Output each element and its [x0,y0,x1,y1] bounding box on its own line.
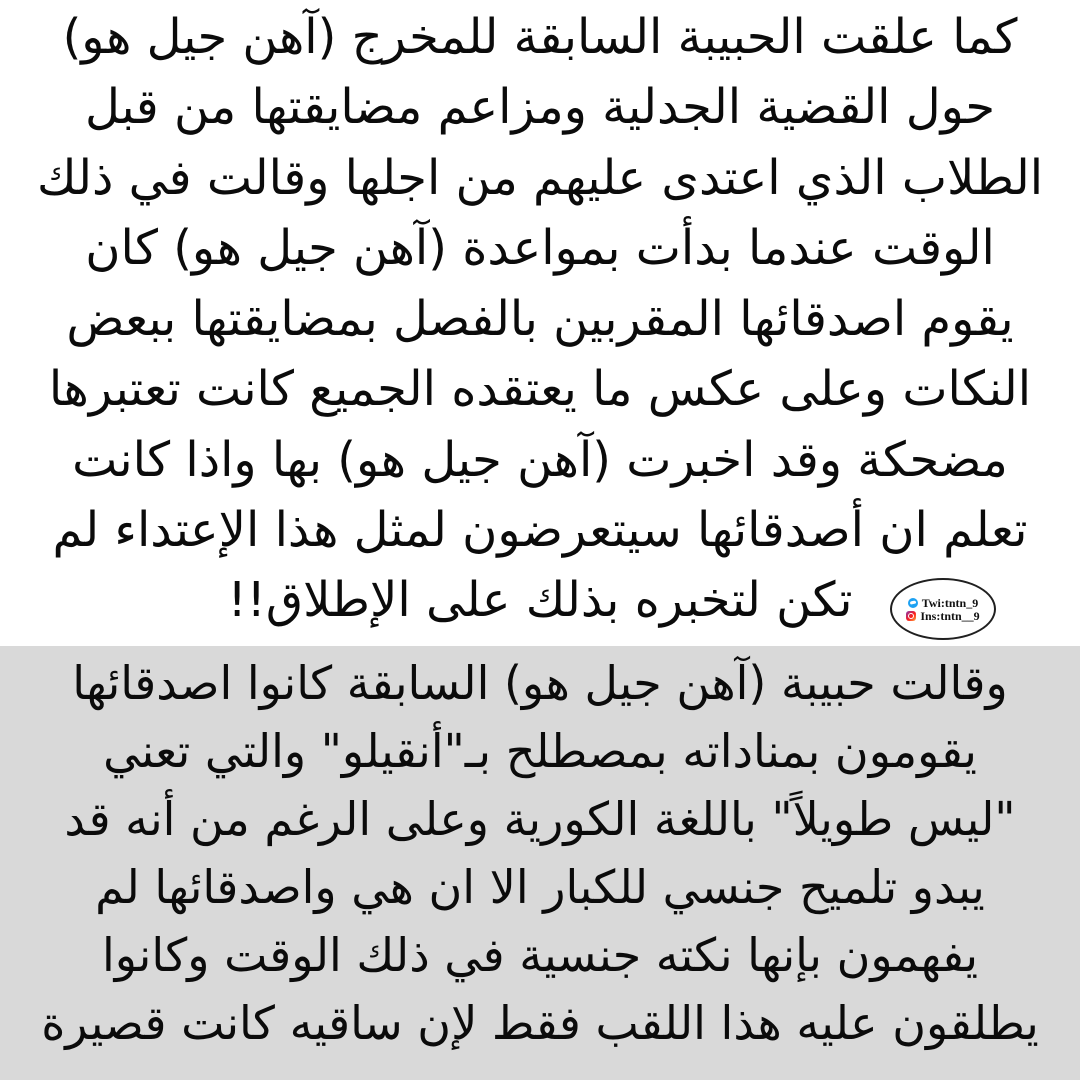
top-paragraph-line: تكن لتخبره بذلك على الإطلاق!! [227,572,853,628]
bottom-paragraph-line: يقومون بمناداته بمصطلح بـ"أنقيلو" والتي تعني [103,724,977,778]
top-paragraph-line: تعلم ان أصدقائها سيتعرضون لمثل هذا الإعتداء لم [52,502,1028,558]
top-paragraph-line: يقوم اصدقائها المقربين بالفصل بمضايقتها ببعض [66,291,1014,347]
top-paragraph-line: حول القضية الجدلية ومزاعم مضايقتها من قبل [84,79,996,135]
instagram-handle: Ins:tntn__9 [920,608,980,623]
watermark-badge [890,578,996,640]
top-paragraph-line: مضحكة وقد اخبرت (آهن جيل هو) بها واذا كانت [72,432,1008,488]
instagram-handle-row [906,610,979,622]
twitter-icon [908,598,918,608]
top-paragraph-line: النكات وعلى عكس ما يعتقده الجميع كانت تعتبرها [48,361,1032,417]
twitter-handle-row [908,597,978,609]
top-paragraph-line: كما علقت الحبيبة السابقة للمخرج (آهن جيل هو) [62,9,1018,65]
top-paragraph-line: الطلاب الذي اعتدى عليهم من اجلها وقالت في ذلك [36,150,1044,206]
bottom-paragraph-section [0,646,1080,1080]
bottom-paragraph-line: يبدو تلميح جنسي للكبار الا ان هي واصدقائها لم [95,860,985,914]
bottom-paragraph-line: يطلقون عليه هذا اللقب فقط لإن ساقيه كانت قصيرة [41,996,1039,1050]
bottom-paragraph-line: "ليس طويلاً" باللغة الكورية وعلى الرغم من أنه قد [64,792,1016,846]
twitter-handle: Twi:tntn_9 [921,595,979,610]
bottom-paragraph-line: يفهمون بإنها نكته جنسية في ذلك الوقت وكانوا [101,928,979,982]
top-paragraph-line: الوقت عندما بدأت بمواعدة (آهن جيل هو) كان [85,220,995,276]
bottom-paragraph-line: وقالت حبيبة (آهن جيل هو) السابقة كانوا اصدقائها [72,656,1008,710]
instagram-icon [906,611,916,621]
